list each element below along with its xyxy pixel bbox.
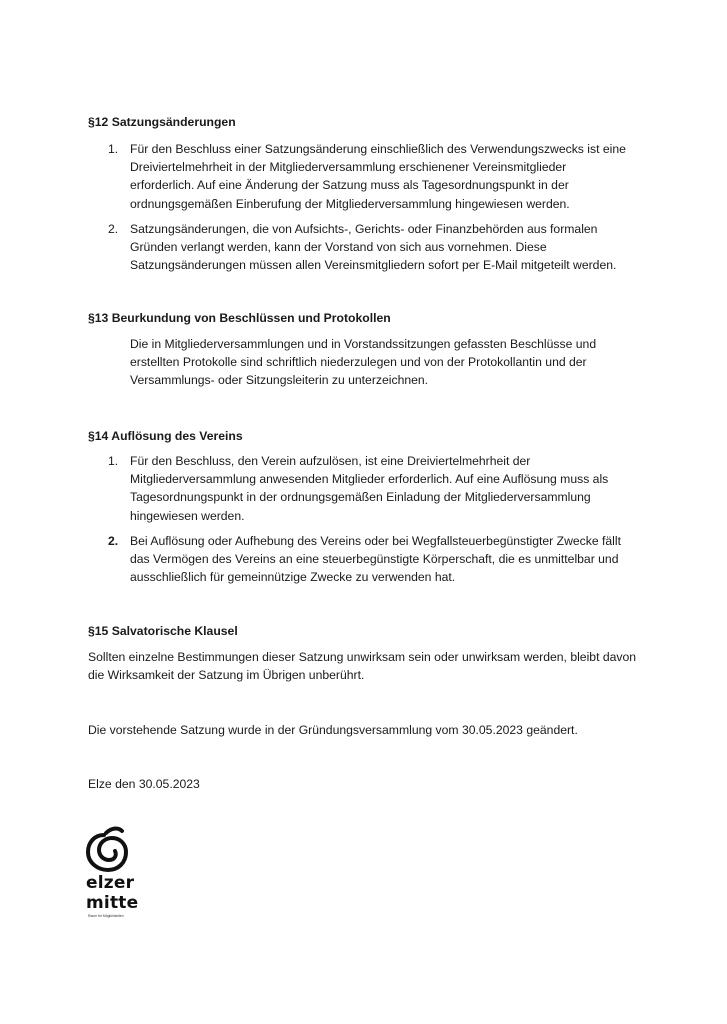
place-date: Elze den 30.05.2023 xyxy=(88,777,200,791)
text-line: Satzungsänderungen müssen allen Vereinsmitgliedern sofort per E-Mail mitgeteilt werden. xyxy=(130,258,617,273)
text-line: Versammlungs- oder Sitzungsleiterin zu unterzeichnen. xyxy=(130,373,429,388)
section-13-heading: §13 Beurkundung von Beschlüssen und Protokollen xyxy=(88,311,391,325)
text-line: Für den Beschluss einer Satzungsänderung einschließlich des Verwendungszwecks ist eine xyxy=(130,142,626,156)
section-15-heading: §15 Salvatorische Klausel xyxy=(88,624,238,638)
list-number: 1. xyxy=(108,454,119,468)
logo-word-mitte: mitte xyxy=(86,893,139,913)
text-line: Tagesordnungspunkt in der ordnungsgemäßen Einladung der Mitgliederversammlung xyxy=(130,490,591,505)
section-12-item-2 xyxy=(108,220,636,275)
text-line: ordnungsgemäßen Einberufung der Mitgliederversammlung hingewiesen werden. xyxy=(130,196,570,211)
list-item-text xyxy=(130,140,636,213)
list-item-text xyxy=(130,532,636,587)
section-12-heading: §12 Satzungsänderungen xyxy=(88,115,236,129)
list-number: 2. xyxy=(108,534,119,548)
list-item-text xyxy=(130,220,636,275)
text-line: hingewiesen werden. xyxy=(130,508,245,523)
text-line: Sollten einzelne Bestimmungen dieser Satzung unwirksam sein oder unwirksam werden, bleibt davon xyxy=(88,650,637,664)
text-line: Satzungsänderungen, die von Aufsichts-, Gerichts- oder Finanzbehörden aus formalen xyxy=(130,222,598,236)
list-number: 1. xyxy=(108,142,119,156)
text-line: das Vermögen des Vereins an eine steuerbegünstigte Körperschaft, die es unmittelbar und xyxy=(130,552,619,567)
text-line: Für den Beschluss, den Verein aufzulösen, ist eine Dreiviertelmehrheit der xyxy=(130,454,531,468)
text-line: ausschließlich für gemeinnützige Zwecke zu verwenden hat. xyxy=(130,570,456,585)
closing-statement: Die vorstehende Satzung wurde in der Gründungsversammlung vom 30.05.2023 geändert. xyxy=(88,723,578,737)
list-number: 2. xyxy=(108,222,119,236)
section-15-paragraph xyxy=(88,648,648,684)
section-14-heading: §14 Auflösung des Vereins xyxy=(88,429,243,443)
section-14-item-1 xyxy=(108,452,636,525)
logo-tagline: Raum für Möglichkeiten xyxy=(88,914,124,918)
text-line: Bei Auflösung oder Aufhebung des Vereins oder bei Wegfallsteuerbegünstigter Zwecke fällt xyxy=(130,534,621,548)
logo-word-elzer: elzer xyxy=(86,873,135,893)
section-12-item-1 xyxy=(108,140,636,213)
text-line: Gründen verlangt werden, kann der Vorstand von sich aus vornehmen. Diese xyxy=(130,240,547,255)
text-line: erforderlich. Auf eine Änderung der Satzung muss als Tagesordnungspunkt in der xyxy=(130,178,569,193)
section-14-item-2 xyxy=(108,532,636,587)
text-line: Mitgliederversammlung anwesenden Mitglieder erforderlich. Auf eine Auflösung muss als xyxy=(130,472,609,487)
list-item-text xyxy=(130,452,636,525)
section-13-paragraph xyxy=(130,335,636,390)
text-line: die Wirksamkeit der Satzung im Übrigen unberührt. xyxy=(88,668,365,683)
text-line: Die in Mitgliederversammlungen und in Vorstandssitzungen gefassten Beschlüsse und xyxy=(130,337,597,351)
text-line: erstellten Protokolle sind schriftlich niederzulegen und von der Protokollantin und der xyxy=(130,355,587,370)
text-line: Dreiviertelmehrheit in der Mitgliederversammlung erschienener Vereinsmitglieder xyxy=(130,160,567,175)
